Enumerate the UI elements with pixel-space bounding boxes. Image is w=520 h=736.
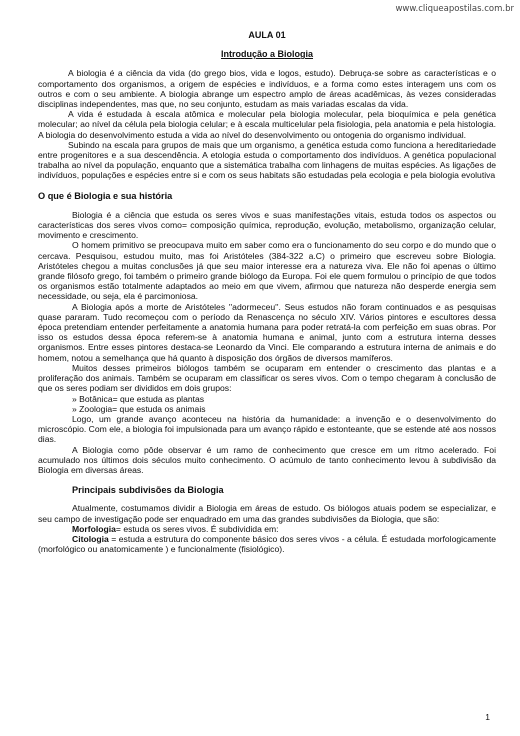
list-item-zoologia: » Zoologia= que estuda os animais — [72, 403, 206, 414]
morfologia-term: Morfologia — [72, 523, 116, 534]
citologia-text: = estuda a estrutura do componente básico dos seres vivos - a célula. É estudada morfologicamente (morfológico ou anatomicamente ) e funcionalmente (fisiológico). — [38, 533, 496, 555]
citologia-term: Citologia — [72, 533, 109, 544]
history-paragraph-3: A Biologia após a morte de Aristóteles ''adormeceu''. Seus estudos não foram continuados e as pesquisas quase pararam. Tudo recomeçou com o período da Renascença no século XIV. Vários pintores e escultores dessa época pretendiam entender perfeitamente a anatomia humana para poder retratá-la com perfeição em suas obras. Por isso os estudos dessa época referem-se à anatomia humana e animal, junto com a estrutura interna desses organismos. Entre esses pintores destaca-se Leonardo da Vinci. Ele comparando a estrutura interna de animais e do homem, notou a semelhança que há quanto à disposição dos órgãos de diversos mamíferos. — [38, 301, 496, 363]
history-paragraph-6: A Biologia como pôde observar é um ramo de conhecimento que cresce em um ritmo acelerado. Foi acumulado nos últimos dois séculos muito conhecimento. O acúmulo de tanto conhecimento levou à subdivisão da Biologia em diversas áreas. — [38, 444, 496, 475]
lesson-number: AULA 01 — [248, 30, 286, 40]
page-title: Introdução a Biologia — [220, 49, 313, 60]
history-paragraph-5: Logo, um grande avanço aconteceu na história da humanidade: a invenção e o desenvolvimento do microscópio. Com ele, a biologia foi impulsionada para um avanço rápido e estonteante, que se estende até aos nossos dias. — [38, 413, 496, 445]
intro-paragraph-1: A biologia é a ciência da vida (do grego bios, vida e logos, estudo). Debruça-se sobre as características e o comportamento dos organismos, a origem de espécies e indivíduos, e a forma como estes interagem uns com os outros e com o seu ambiente. A biologia abrange um espectro amplo de áreas acadêmicas, às vezes consideradas disciplinas independentes, mas que, no seu conjunto, estudam as mais variadas escalas da vida. — [38, 68, 496, 110]
intro-paragraph-2: A vida é estudada à escala atômica e molecular pela biologia molecular, pela bioquímica e pela genética molecular; ao nível da célula pela biologia celular; e à escala multicelular pela fisiologia, pela anatomia e pela histologia. A biologia do desenvolvimento estuda a vida ao nível do desenvolvimento ou ontogenia do organismo individual. — [38, 109, 496, 140]
watermark-url: www.cliqueapostilas.com.br — [395, 4, 514, 14]
intro-paragraph-3: Subindo na escala para grupos de mais que um organismo, a genética estuda como funciona a hereditariedade entre progenitores e a sua descendência. A etologia estuda o comportamento dos indivíduos. A genética populacional trabalha ao nível da população, enquanto que a sistemática trabalha com linhagens de muitas espécies. As ligações de indivíduos, populações e espécies entre si e com os seus habitats são estudadas pela ecologia e pela biologia evolutiva — [38, 139, 496, 181]
citologia-line — [38, 534, 496, 554]
page-number: 1 — [485, 712, 490, 722]
morfologia-text: = estuda os seres vivos. É subdividida em: — [115, 523, 279, 534]
document-body — [38, 30, 496, 554]
history-paragraph-4: Muitos desses primeiros biólogos também se ocuparam em entender o crescimento das plantas e a proliferação dos animais. Também se ocuparam em classificar os seres vivos. Com o tempo chegaram à conclusão de que os seres podiam ser divididos em dois grupos: — [38, 362, 496, 394]
history-paragraph-2: O homem primitivo se preocupava muito em saber como era o funcionamento do seu corpo e do mundo que o cercava. Pesquisou, estudou muito, mas foi Aristóteles (384-322 a.C) o primeiro que escreveu sobre Biologia. Aristóteles chegou a muitas conclusões já que seu maior interesse era a natureza viva. Ele não foi apenas o último grande filósofo grego, foi também o primeiro grande biólogo da Europa. Foi ele quem formulou o princípio de que todos os organismos estão totalmente adaptados ao meio em que vivem, afirmou que natureza não desperde energia sem necessidade, ou seja, ela é parcimoniosa. — [38, 240, 496, 302]
section-heading-history: O que é Biologia e sua história — [38, 190, 173, 201]
history-paragraph-1: Biologia é a ciência que estuda os seres vivos e suas manifestações vitais, estuda todos os aspectos ou características dos seres vivos como= composição química, reprodução, evolução, metabolismo, organização celular, movimento e crescimento. — [38, 209, 496, 241]
subdivisions-paragraph-1: Atualmente, costumamos dividir a Biologia em áreas de estudo. Os biólogos atuais podem se especializar, e seu campo de investigação pode ser enquadrado em uma das grandes subdivisões da Biologia, que são: — [38, 503, 496, 524]
list-item-botanica: » Botânica= que estuda as plantas — [72, 393, 205, 404]
morfologia-line — [38, 524, 496, 534]
section-heading-subdivisions: Principais subdivisões da Biologia — [72, 485, 224, 496]
